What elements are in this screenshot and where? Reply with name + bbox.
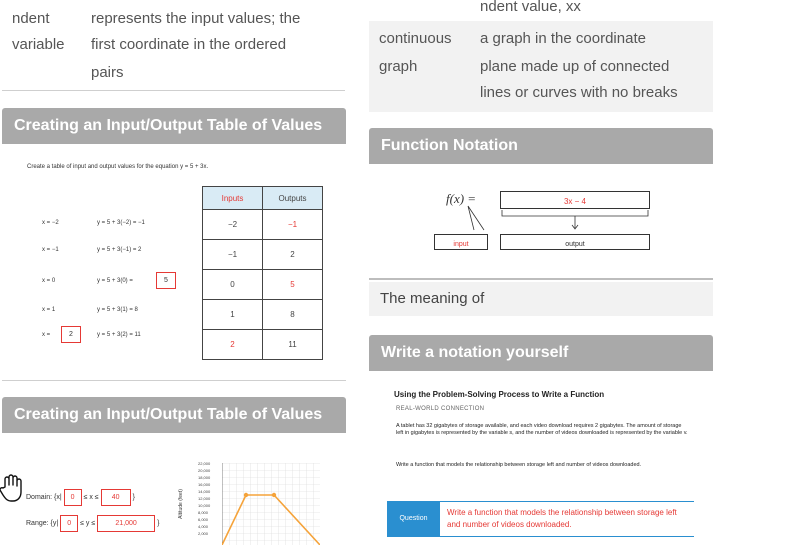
glossary-definition: lines or curves with no breaks bbox=[480, 84, 678, 101]
table-cell: 0 bbox=[203, 270, 263, 300]
glossary-term: variable bbox=[12, 36, 65, 53]
left-glossary bbox=[0, 0, 346, 92]
divider bbox=[2, 380, 346, 381]
meaning-text: The meaning of bbox=[380, 290, 485, 307]
fx-label: f(x) = bbox=[446, 191, 477, 206]
right-glossary bbox=[369, 0, 713, 112]
table-cell: 2 bbox=[263, 240, 323, 270]
function-notation-figure bbox=[424, 180, 656, 258]
range-high-box: 21,000 bbox=[97, 515, 155, 532]
eq-y: y = 5 + 3(−2) = −1 bbox=[97, 220, 145, 226]
table-row bbox=[203, 210, 323, 240]
card-title: Creating an Input/Output Table of Values bbox=[14, 117, 323, 134]
y-tick: 6,000 bbox=[198, 517, 209, 522]
card-header-function-notation bbox=[369, 128, 713, 164]
output-box bbox=[500, 234, 650, 250]
glossary-definition: plane made up of connected bbox=[480, 58, 670, 75]
table-cell: 5 bbox=[263, 270, 323, 300]
card-title: Write a notation yourself bbox=[381, 344, 569, 361]
glossary-definition: pairs bbox=[91, 64, 124, 81]
eq-x: x = bbox=[42, 332, 51, 338]
input-box bbox=[434, 234, 488, 250]
range-label: Range: {y| 0 ≤ y ≤ 21,000 } bbox=[26, 515, 159, 532]
domain-label: Domain: {x| 0 ≤ x ≤ 40 } bbox=[26, 489, 135, 506]
table-cell: −1 bbox=[203, 240, 263, 270]
brace-arrow bbox=[500, 208, 650, 232]
table-row bbox=[203, 270, 323, 300]
eq-x: x = 1 bbox=[42, 307, 56, 313]
y-tick: 16,000 bbox=[198, 482, 211, 487]
doc-paragraph: Write a function that models the relationship between storage left and number of videos downloaded. bbox=[396, 462, 642, 468]
question-bar bbox=[387, 501, 694, 537]
table-cell: 2 bbox=[203, 330, 263, 360]
eq-y: y = 5 + 3(−1) = 2 bbox=[97, 247, 142, 253]
y-tick: 4,000 bbox=[198, 524, 209, 529]
y-tick: 22,000 bbox=[198, 461, 211, 466]
input-label: input bbox=[453, 241, 469, 248]
table-cell: 1 bbox=[203, 300, 263, 330]
table-cell: −2 bbox=[203, 210, 263, 240]
card-header-input-output-2 bbox=[2, 397, 346, 433]
question-label: Question bbox=[387, 502, 440, 536]
divider bbox=[2, 90, 345, 91]
output-label: output bbox=[565, 241, 585, 248]
table-row bbox=[203, 300, 323, 330]
eq-x: x = 0 bbox=[42, 278, 56, 284]
doc-paragraph: A tablet has 32 gigabytes of storage available, and each video download requires 2 gigabytes. The amount of storage left in gigabytes is represented by the variable s, and the number of videos downloaded is represented by the variable v. bbox=[396, 423, 688, 436]
table-cell: 8 bbox=[263, 300, 323, 330]
glossary-definition: first coordinate in the ordered bbox=[91, 36, 287, 53]
doc-title: Using the Problem-Solving Process to Write a Function bbox=[394, 390, 605, 399]
divider bbox=[369, 278, 713, 280]
table-cell: −1 bbox=[263, 210, 323, 240]
answer-box: 2 bbox=[61, 326, 81, 343]
answer-box: 5 bbox=[156, 272, 176, 289]
y-tick: 10,000 bbox=[198, 503, 211, 508]
glossary-term: continuous bbox=[379, 30, 452, 47]
expression-box bbox=[500, 191, 650, 209]
card-header-input-output-1 bbox=[2, 108, 346, 144]
domain-low-box: 0 bbox=[64, 489, 82, 506]
card-title: Function Notation bbox=[381, 137, 518, 154]
data-point bbox=[244, 493, 248, 497]
problem-document bbox=[387, 384, 694, 545]
io-table bbox=[202, 186, 323, 360]
table-row bbox=[203, 240, 323, 270]
eq-x: x = −1 bbox=[42, 247, 59, 253]
chart-grid bbox=[222, 463, 320, 545]
eq-y: y = 5 + 3(2) = 11 bbox=[97, 332, 141, 338]
eq-x: x = −2 bbox=[42, 220, 59, 226]
glossary-definition: represents the input values; the bbox=[91, 10, 301, 27]
table-header-inputs: Inputs bbox=[203, 187, 263, 210]
altitude-chart bbox=[177, 461, 322, 545]
expression-text: 3x − 4 bbox=[563, 197, 586, 206]
glossary-term: graph bbox=[379, 58, 418, 75]
y-tick: 2,000 bbox=[198, 531, 209, 536]
table-row bbox=[203, 330, 323, 360]
table-cell: 11 bbox=[263, 330, 323, 360]
glossary-term: ndent bbox=[12, 10, 50, 27]
doc-subtitle: REAL-WORLD CONNECTION bbox=[396, 406, 485, 412]
domain-range-figure bbox=[24, 449, 323, 545]
table-header-outputs: Outputs bbox=[263, 187, 323, 210]
domain-high-box: 40 bbox=[101, 489, 131, 506]
y-tick: 12,000 bbox=[198, 496, 211, 501]
input-pointer bbox=[460, 204, 500, 232]
data-point bbox=[272, 493, 276, 497]
y-tick: 8,000 bbox=[198, 510, 209, 515]
glossary-definition: a graph in the coordinate bbox=[480, 30, 646, 47]
glossary-fragment: ndent value, xx bbox=[480, 0, 581, 15]
card-title: Creating an Input/Output Table of Values bbox=[14, 406, 323, 423]
eq-y: y = 5 + 3(0) = bbox=[97, 278, 133, 284]
hand-cursor-icon bbox=[0, 473, 24, 503]
input-output-table-figure bbox=[24, 157, 323, 358]
figure-prompt: Create a table of input and output values for the equation y = 5 + 3x. bbox=[27, 164, 209, 170]
y-tick: 20,000 bbox=[198, 468, 211, 473]
question-text: Write a function that models the relationship between storage left and number of videos downloaded. bbox=[447, 508, 677, 529]
y-axis-title: Altitude (feet) bbox=[177, 489, 184, 519]
card-header-write-notation bbox=[369, 335, 713, 371]
y-tick: 14,000 bbox=[198, 489, 211, 494]
y-tick: 18,000 bbox=[198, 475, 211, 480]
eq-y: y = 5 + 3(1) = 8 bbox=[97, 307, 138, 313]
range-low-box: 0 bbox=[60, 515, 78, 532]
